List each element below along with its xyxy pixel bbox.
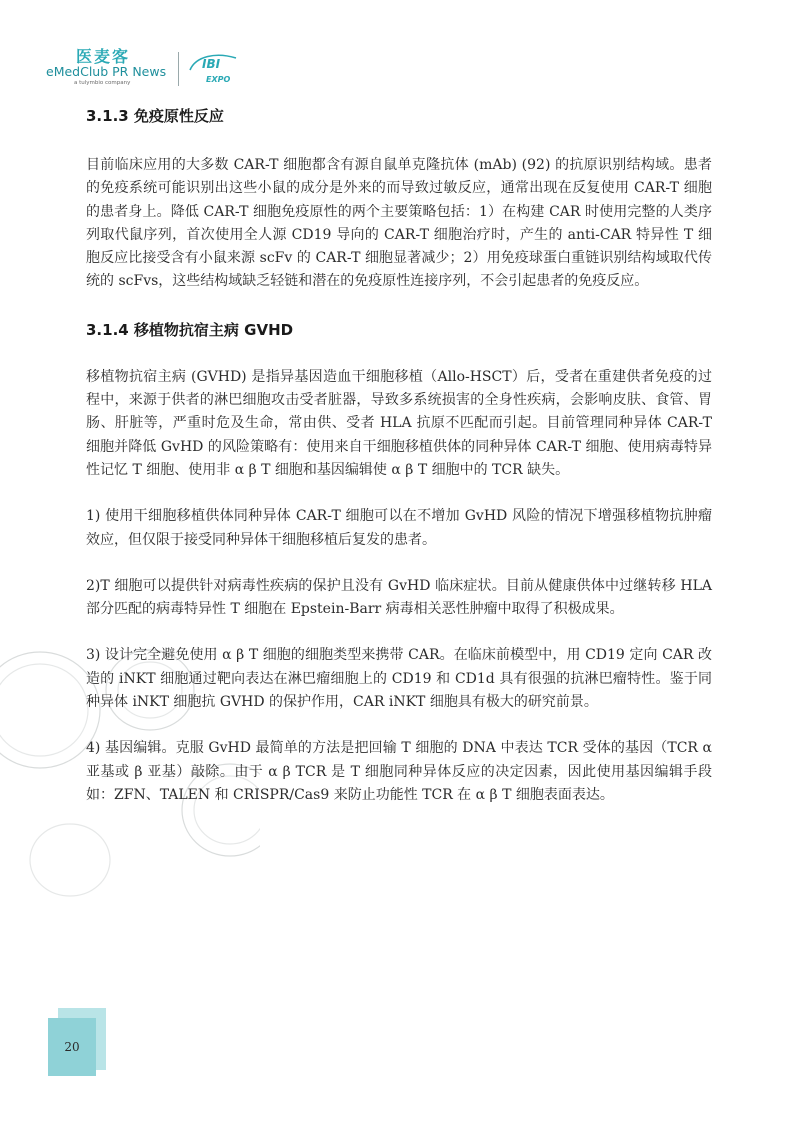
page-content [86,104,712,807]
expo-logo-top: IBI [202,57,221,71]
page-header [46,44,346,90]
emedclub-logo-cn: 医麦客 [76,47,131,66]
emedclub-logo-en: eMedClub PR News [46,64,167,79]
page-number: 20 [64,1040,80,1054]
paragraph-gvhd-strategy-4: 4) 基因编辑。克服 GvHD 最简单的方法是把回输 T 细胞的 DNA 中表达 TCR 受体的基因（TCR α 亚基或 β 亚基）敲除。由于 α β TCR 是 T 细胞同种异体反应的决定因素，因此使用基因编辑手段如：ZFN、TALEN 和 CRISPR/Cas9 来防止功能性 TCR 在 α β T 细胞表面表达。 [86,740,712,803]
page-number-tab [48,1008,106,1076]
section-title-gvhd: 3.1.4 移植物抗宿主病 GVHD [86,320,294,339]
paragraph-gvhd-strategy-3: 3) 设计完全避免使用 α β T 细胞的细胞类型来携带 CAR。在临床前模型中，用 CD19 定向 CAR 改造的 iNKT 细胞通过靶向表达在淋巴瘤细胞上的 CD19 和 CD1d 具有很强的抗淋巴瘤特性。鉴于同种异体 iNKT 细胞抗 GVHD 的保护作用，CAR iNKT 细胞具有极大的研究前景。 [86,647,712,711]
paragraph-gvhd-strategy-2: 2)T 细胞可以提供针对病毒性疾病的保护且没有 GvHD 临床症状。目前从健康供体中过继转移 HLA 部分匹配的病毒特异性 T 细胞在 Epstein-Barr 病毒相关恶性肿瘤中取得了积极成果。 [86,577,712,618]
page-tab-front [48,1018,96,1076]
ibi-expo-logo [186,48,242,88]
paragraph-immunogenicity: 目前临床应用的大多数 CAR-T 细胞都含有源自鼠单克隆抗体 (mAb) (92) 的抗原识别结构域。患者的免疫系统可能识别出这些小鼠的成分是外来的而导致过敏反应，通常出现在反复使用 CAR-T 细胞的患者身上。降低 CAR-T 细胞免疫原性的两个主要策略包括：1）在构建 CAR 时使用完整的人类序列取代鼠序列，首次使用全人源 CD19 导向的 CAR-T 细胞治疗时，产生的 anti-CAR 特异性 T 细胞反应比接受含有小鼠来源 scFv 的 CAR-T 细胞显著减少；2）用免疫球蛋白重链识别结构域取代传统的 scFvs，这些结构域缺乏轻链和潜在的免疫原性连接序列，不会引起患者的免疫反应。 [86,157,712,290]
paragraph-gvhd-strategy-1: 1) 使用干细胞移植供体同种异体 CAR-T 细胞可以在不增加 GvHD 风险的情况下增强移植物抗肿瘤效应，但仅限于接受同种异体干细胞移植后复发的患者。 [86,508,712,548]
section-title-immunogenicity: 3.1.3 免疫原性反应 [86,107,224,125]
paragraph-gvhd-intro: 移植物抗宿主病 (GVHD) 是指异基因造血干细胞移植（Allo-HSCT）后，受者在重建供者免疫的过程中，来源于供者的淋巴细胞攻击受者脏器，导致多系统损害的全身性疾病，会影响皮肤、食管、胃肠、肝脏等，严重时危及生命，常由供、受者 HLA 抗原不匹配而引起。目前管理同种异体 CAR-T 细胞并降低 GvHD 的风险策略有：使用来自干细胞移植供体的同种异体 CAR-T 细胞、使用病毒特异性记忆 T 细胞、使用非 α β T 细胞和基因编辑使 α β T 细胞中的 TCR 缺失。 [86,368,712,478]
emedclub-logo-sub: a tulymbio company [74,80,131,86]
expo-logo-bottom: EXPO [206,75,231,84]
logo-divider [178,52,179,86]
